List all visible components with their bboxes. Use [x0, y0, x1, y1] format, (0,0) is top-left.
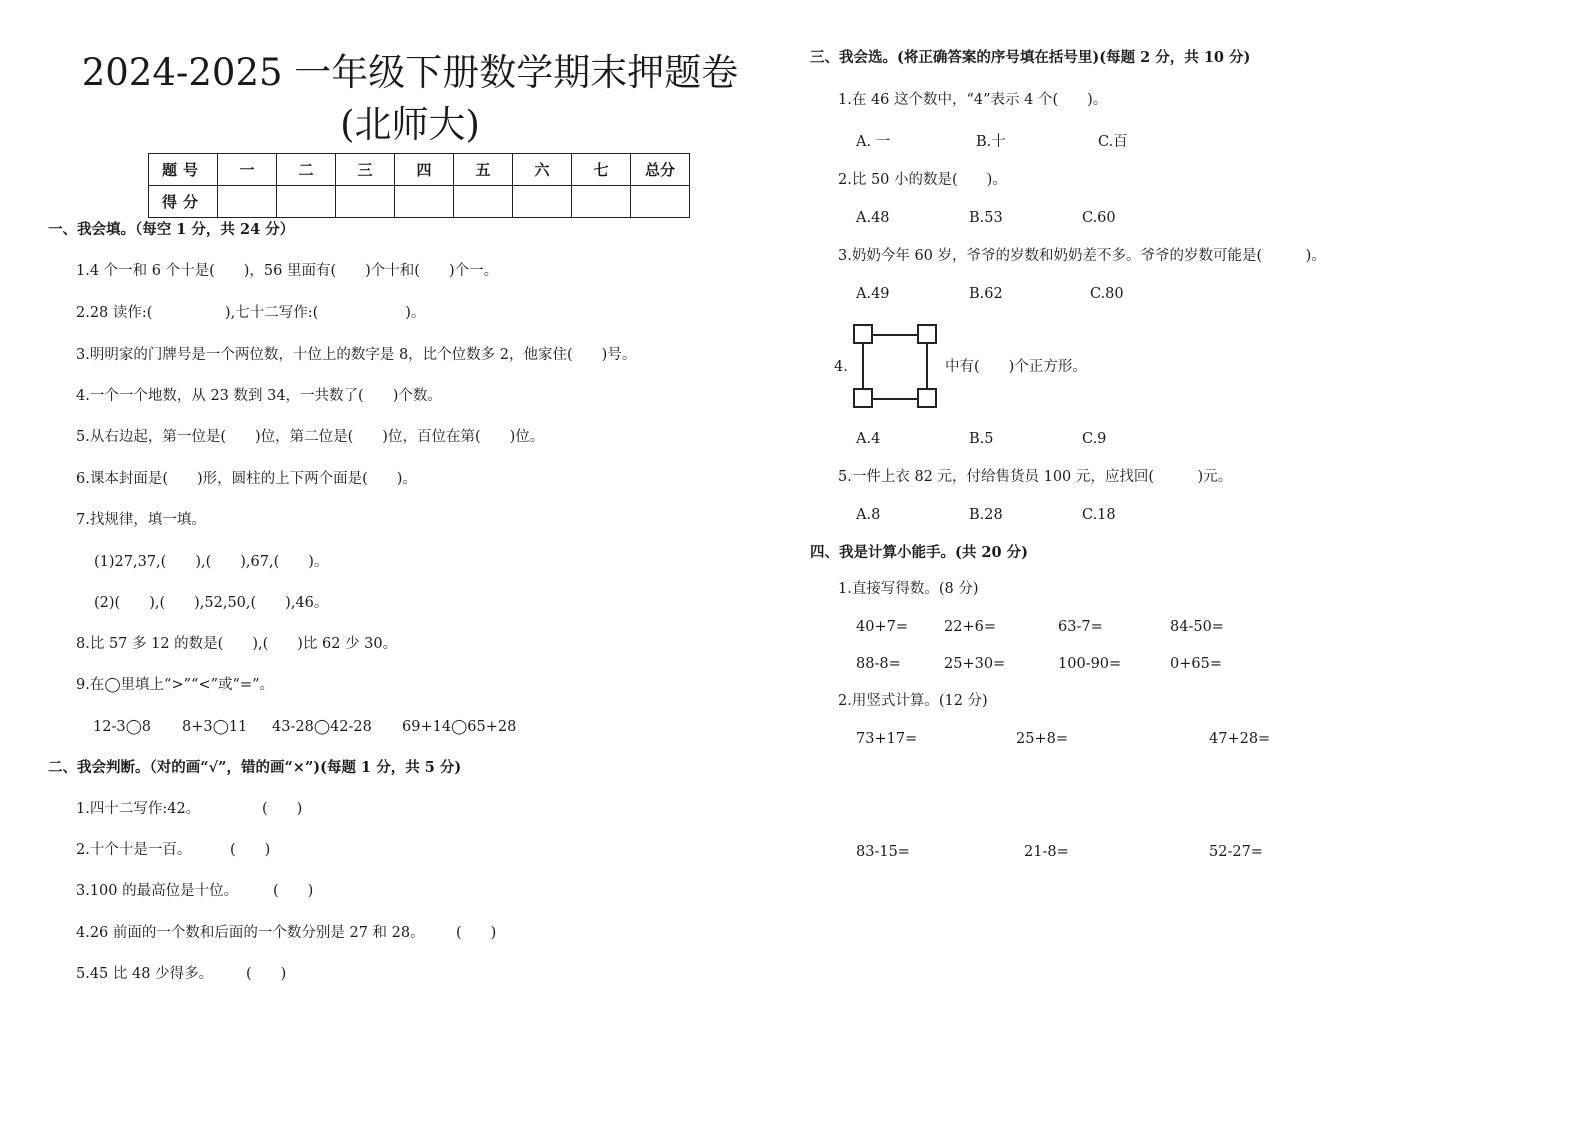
- question-1-7: 7.找规律，填一填。: [76, 512, 206, 528]
- connector-line: [862, 344, 864, 388]
- judge-question-3: 3.100 的最高位是十位。: [76, 883, 239, 899]
- judge-answer-blank: ( ): [230, 842, 271, 858]
- score-table-header-row: [149, 154, 690, 186]
- judge-answer-blank: ( ): [246, 966, 287, 982]
- vertical-calc-problem: 25+8=: [1016, 731, 1068, 747]
- judge-answer-blank: ( ): [456, 925, 497, 941]
- score-table-column: 一: [218, 154, 277, 186]
- judge-question-4: 4.26 前面的一个数和后面的一个数分别是 27 和 28。: [76, 925, 425, 941]
- score-cell: [513, 186, 572, 218]
- square-shape: [853, 388, 873, 408]
- choice-option: C.60: [1082, 210, 1116, 226]
- judge-answer-blank: ( ): [262, 801, 303, 817]
- choice-option: C.9: [1082, 431, 1107, 447]
- square-shape: [917, 388, 937, 408]
- choice-option: B.62: [969, 286, 1003, 302]
- calc-problem: 84-50=: [1170, 619, 1224, 635]
- choice-question-3: 3.奶奶今年 60 岁，爷爷的岁数和奶奶差不多。爷爷的岁数可能是( )。: [838, 248, 1326, 264]
- connector-line: [873, 398, 917, 400]
- choice-question-5: 5.一件上衣 82 元，付给售货员 100 元，应找回( )元。: [838, 469, 1233, 485]
- page-subtitle: (北师大): [340, 103, 480, 146]
- vertical-calc-problem: 83-15=: [856, 844, 910, 860]
- score-cell: [277, 186, 336, 218]
- section-3-heading: 三、我会选。(将正确答案的序号填在括号里)(每题 2 分，共 10 分): [810, 49, 1251, 66]
- section-1-heading: 一、我会填。（每空 1 分，共 24 分）: [48, 221, 295, 238]
- score-table-column: 七: [572, 154, 631, 186]
- vertical-calc-problem: 47+28=: [1209, 731, 1271, 747]
- score-table-column: 六: [513, 154, 572, 186]
- choice-option: B.28: [969, 507, 1003, 523]
- choice-option: C.80: [1090, 286, 1124, 302]
- compare-item: 12-3◯8: [93, 719, 152, 735]
- score-cell: [572, 186, 631, 218]
- vertical-calc-problem: 52-27=: [1209, 844, 1263, 860]
- page-title: 2024-2025 一年级下册数学期末押题卷: [81, 51, 739, 94]
- score-cell: [631, 186, 690, 218]
- question-1-8: 8.比 57 多 12 的数是( ),( )比 62 少 30。: [76, 636, 398, 652]
- choice-option: A.49: [856, 286, 890, 302]
- choice-question-4-number: 4.: [834, 359, 848, 375]
- score-table-column: 四: [395, 154, 454, 186]
- judge-question-2: 2.十个十是一百。: [76, 842, 192, 858]
- vertical-calc-problem: 73+17=: [856, 731, 918, 747]
- score-table-column: 三: [336, 154, 395, 186]
- score-cell: [395, 186, 454, 218]
- score-table: [148, 153, 690, 218]
- judge-question-1: 1.四十二写作:42。: [76, 801, 201, 817]
- choice-option: A. 一: [856, 134, 891, 150]
- square-shape: [917, 324, 937, 344]
- calc-problem: 88-8=: [856, 656, 901, 672]
- question-1-6: 6.课本封面是( )形，圆柱的上下两个面是( )。: [76, 471, 417, 487]
- choice-option: A.4: [856, 431, 881, 447]
- choice-option: A.48: [856, 210, 890, 226]
- score-table-score-row: [149, 186, 690, 218]
- score-table-row-label: 题号: [149, 154, 218, 186]
- calc-problem: 22+6=: [944, 619, 996, 635]
- choice-question-4: 中有( )个正方形。: [945, 359, 1087, 375]
- question-1-7-sub-2: (2)( ),( ),52,50,( ),46。: [94, 595, 329, 611]
- connector-line: [873, 334, 917, 336]
- question-1-1: 1.4 个一和 6 个十是( )，56 里面有( )个十和( )个一。: [76, 263, 499, 279]
- choice-option: B.53: [969, 210, 1003, 226]
- choice-option: B.十: [976, 134, 1006, 150]
- squares-figure: [853, 324, 939, 410]
- vertical-calc-problem: 21-8=: [1024, 844, 1069, 860]
- choice-option: A.8: [856, 507, 881, 523]
- question-1-7-sub-1: (1)27,37,( ),( ),67,( )。: [94, 554, 329, 570]
- choice-question-1: 1.在 46 这个数中，“4”表示 4 个( )。: [838, 92, 1108, 108]
- score-table-row-label: 得分: [149, 186, 218, 218]
- score-cell: [336, 186, 395, 218]
- compare-item: 69+14◯65+28: [402, 719, 517, 735]
- calc-problem: 40+7=: [856, 619, 908, 635]
- calc-problem: 25+30=: [944, 656, 1006, 672]
- choice-question-2: 2.比 50 小的数是( )。: [838, 172, 1007, 188]
- compare-item: 8+3◯11: [182, 719, 248, 735]
- calc-problem: 63-7=: [1058, 619, 1103, 635]
- calc-problem: 0+65=: [1170, 656, 1222, 672]
- square-shape: [853, 324, 873, 344]
- score-cell: [218, 186, 277, 218]
- judge-answer-blank: ( ): [273, 883, 314, 899]
- question-1-9: 9.在◯里填上“>”“<”或“=”。: [76, 677, 274, 693]
- choice-option: C.18: [1082, 507, 1116, 523]
- section-4-heading: 四、我是计算小能手。(共 20 分): [810, 544, 1028, 561]
- choice-option: B.5: [969, 431, 994, 447]
- score-cell: [454, 186, 513, 218]
- judge-question-5: 5.45 比 48 少得多。: [76, 966, 214, 982]
- question-1-5: 5.从右边起，第一位是( )位，第二位是( )位，百位在第( )位。: [76, 429, 545, 445]
- connector-line: [926, 344, 928, 388]
- choice-option: C.百: [1098, 134, 1128, 150]
- score-table-column: 二: [277, 154, 336, 186]
- calc-part-2-label: 2.用竖式计算。(12 分): [838, 693, 988, 709]
- question-1-4: 4.一个一个地数，从 23 数到 34，一共数了( )个数。: [76, 388, 442, 404]
- compare-item: 43-28◯42-28: [272, 719, 372, 735]
- question-1-2: 2.28 读作:( ),七十二写作:( )。: [76, 305, 426, 321]
- question-1-3: 3.明明家的门牌号是一个两位数，十位上的数字是 8，比个位数多 2，他家住( )号。: [76, 347, 637, 363]
- score-table-column: 总分: [631, 154, 690, 186]
- score-table-column: 五: [454, 154, 513, 186]
- section-2-heading: 二、我会判断。（对的画“√”，错的画“×”)(每题 1 分，共 5 分): [48, 759, 462, 776]
- calc-part-1-label: 1.直接写得数。(8 分): [838, 581, 979, 597]
- calc-problem: 100-90=: [1058, 656, 1122, 672]
